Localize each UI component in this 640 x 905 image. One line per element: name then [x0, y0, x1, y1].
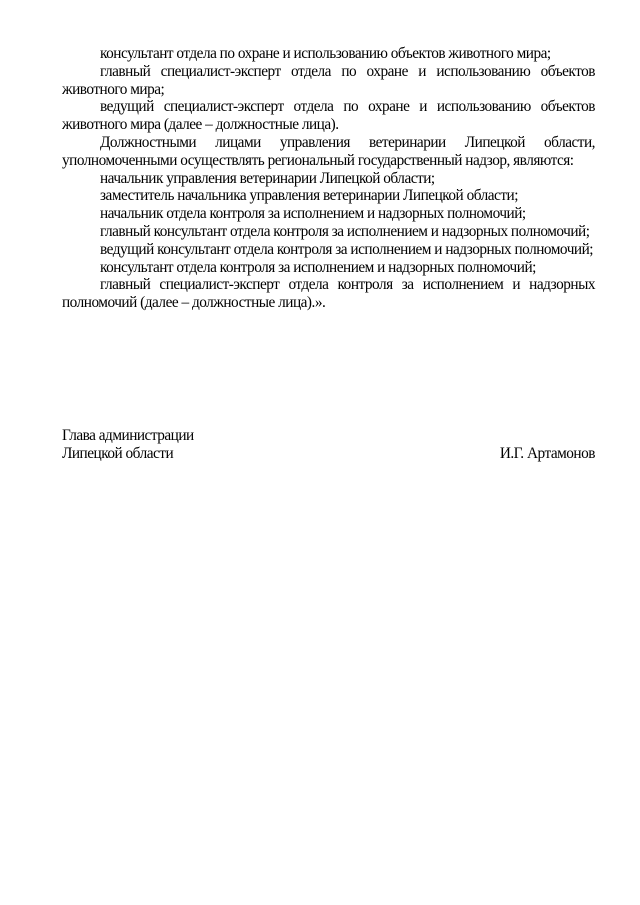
signature-row-2	[62, 445, 595, 463]
paragraph: начальник отдела контроля за исполнением и надзорных полномочий;	[100, 205, 526, 223]
signature-row-1	[62, 427, 595, 445]
paragraph: ведущий консультант отдела контроля за исполнением и надзорных полномочий;	[100, 240, 594, 258]
signature-block	[62, 427, 595, 463]
signatory-position-line-1: Глава администрации	[62, 427, 194, 444]
signatory-position-line-2: Липецкой области	[62, 444, 174, 462]
paragraph: Должностными лицами управления ветеринарии Липецкой области, уполномоченными осуществлять региональный государственный надзор, являются:	[62, 133, 595, 169]
paragraph: консультант отдела по охране и использованию объектов животного мира;	[100, 45, 551, 62]
paragraph: главный специалист-эксперт отдела по охране и использованию объектов животного мира;	[62, 62, 595, 98]
paragraph: главный консультант отдела контроля за исполнением и надзорных полномочий;	[100, 222, 590, 240]
paragraph: консультант отдела контроля за исполнением и надзорных полномочий;	[100, 258, 536, 276]
paragraph: главный специалист-эксперт отдела контроля за исполнением и надзорных полномочий (далее – должностные лица).».	[62, 276, 595, 312]
document-body	[62, 45, 595, 312]
paragraph: начальник управления ветеринарии Липецкой области;	[100, 169, 435, 187]
paragraph: ведущий специалист-эксперт отдела по охране и использованию объектов животного мира (далее – должностные лица).	[62, 98, 595, 134]
signatory-name: И.Г. Артамонов	[499, 444, 595, 462]
paragraph: заместитель начальника управления ветеринарии Липецкой области;	[100, 187, 518, 205]
